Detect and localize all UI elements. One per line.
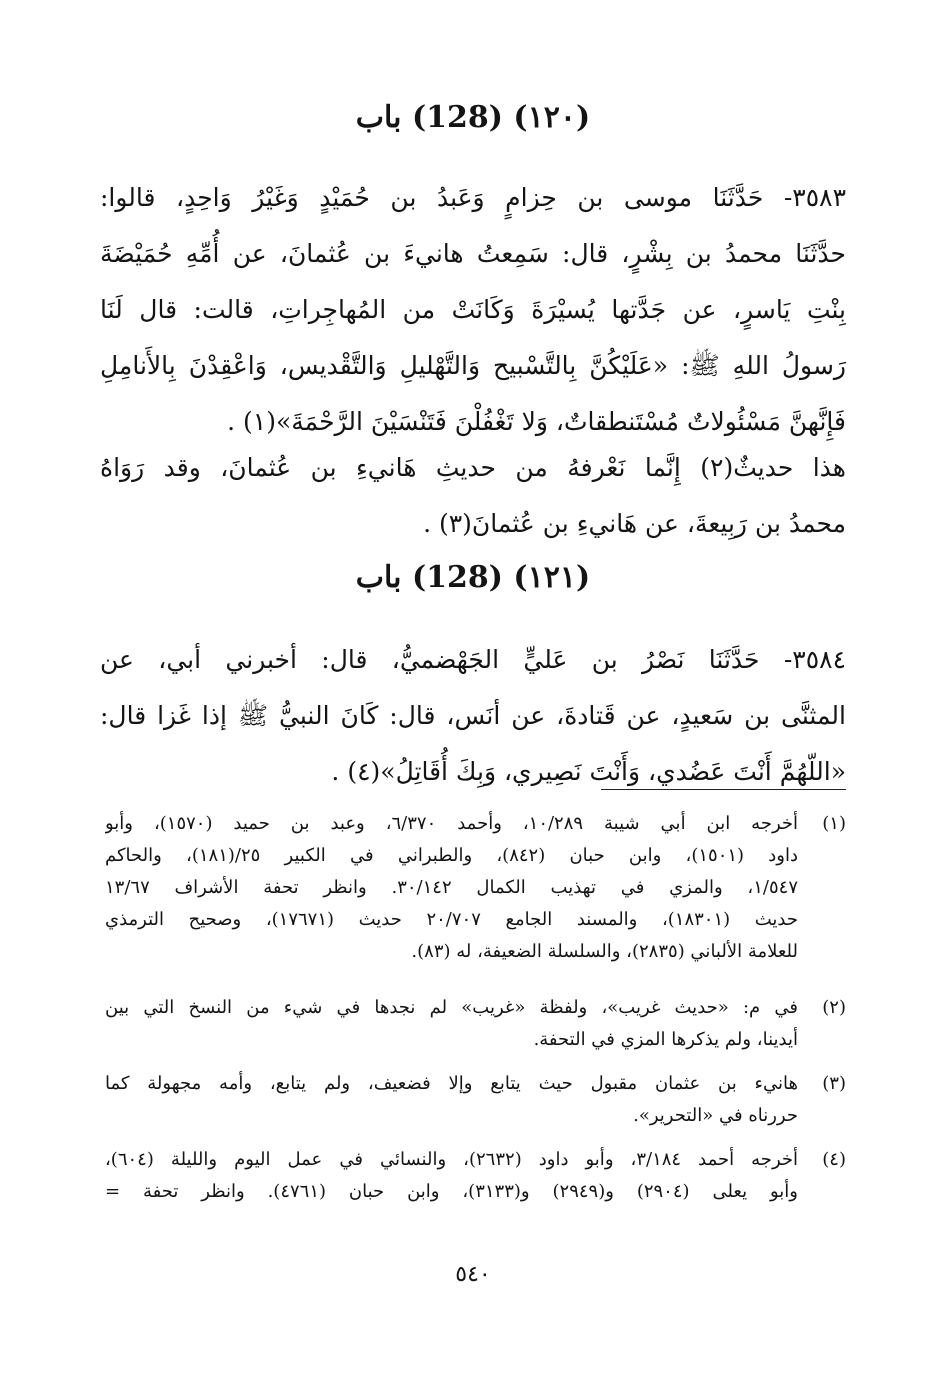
footnote-number: (١) [822,813,846,834]
footnote-line: هانيء بن عثمان مقبول حيث يتابع وإلا فضعيف، ولم يتابع، وأمه مجهولة كما [105,1073,798,1094]
footnote-4 [105,1144,846,1208]
footnote-1 [105,808,846,968]
footnote-line: أخرجه أحمد ٣/١٨٤، وأبو داود (٢٦٣٢)، والنسائي في عمل اليوم والليلة (٦٠٤)، [105,1149,798,1170]
footnote-line: داود (١٥٠١)، وابن حبان (٨٤٢)، والطبراني في الكبير ٢٥/(١٨١)، والحاكم [105,845,798,866]
hadith-line: ٣٥٨٤- حَدَّثَنَا نَصْرُ بن عَليٍّ الجَهْضميُّ، قال: أخبرني أبي، عن [100,645,846,674]
footnote-line: حديث (١٨٣٠١)، والمسند الجامع ٢٠/٧٠٧ حديث (١٧٦٧١)، وصحيح الترمذي [105,909,798,930]
hadith-3583 [100,170,846,450]
hadith-line: رَسولُ اللهِ ﷺ: «عَلَيْكُنَّ بِالتَّسْبيح وَالتَّهْليلِ وَالتَّقْديس، وَاعْقِدْنَ بِالأَنامِلِ [100,351,846,380]
footnote-separator [601,789,846,790]
hadith-line: بِنْتِ يَاسرٍ، عن جَدَّتها يُسيْرَةَ وَكَانَتْ من المُهاجِراتِ، قالت: قال لَنَا [100,295,846,324]
footnote-line: أيدينا، ولم يذكرها المزي في التحفة. [533,1029,798,1050]
footnote-line: ١/٥٤٧، والمزي في تهذيب الكمال ٣٠/١٤٢. وانظر تحفة الأشراف ١٣/٦٧ [105,877,798,898]
footnote-line: في م: «حديث غريب»، ولفظة «غريب» لم نجدها في شيء من النسخ التي بين [105,997,798,1018]
hadith-line: ٣٥٨٣- حَدَّثَنَا موسى بن حِزامٍ وَعَبدُ بن حُمَيْدٍ وَغَيْرُ وَاحِدٍ، قالوا: [100,183,846,212]
hadith-line: «اللّهُمَّ أَنْتَ عَضُدي، وَأَنْتَ نَصِيري، وَبِكَ أُقَاتِلُ»(٤) . [331,757,846,786]
footnote-number: (٢) [822,997,846,1018]
chapter-heading-120: (١٢٠) (128) باب [355,100,591,135]
footnote-number: (٣) [822,1073,846,1094]
hadith-line: فَإِنَّهنَّ مَسْئُولاتٌ مُسْتَنطقاتٌ، وَلا تَغْفُلْنَ فَتَنْسَيْنَ الرَّحْمَةَ»(١) . [227,407,846,436]
footnote-3 [105,1068,846,1132]
footnote-line: حررناه في «التحرير». [633,1105,798,1126]
commentary-line: هذا حديثٌ(٢) إِنَّما نَعْرفهُ من حديثِ هَانيءِ بن عُثمانَ، وقد رَوَاهُ [100,453,846,482]
commentary-paragraph [100,440,846,552]
footnote-2 [105,992,846,1056]
hadith-line: المثنَّى بن سَعيدٍ، عن قَتادةَ، عن أنَس، قال: كَانَ النبيُّ ﷺ إذا غَزا قال: [100,701,846,730]
page-number: ٥٤٠ [455,1262,491,1287]
commentary-line: محمدُ بن رَبِيعةَ، عن هَانيءِ بن عُثمانَ(٣) . [423,509,846,538]
footnote-line: أخرجه ابن أبي شيبة ١٠/٢٨٩، وأحمد ٦/٣٧٠، وعبد بن حميد (١٥٧٠)، وأبو [105,813,798,834]
chapter-heading-121: (١٢١) (128) باب [355,560,591,595]
footnote-line: للعلامة الألباني (٢٨٣٥)، والسلسلة الضعيفة، له (٨٣). [411,941,798,962]
footnote-line: وأبو يعلى (٢٩٠٤) و(٢٩٤٩) و(٣١٣٣)، وابن حبان (٤٧٦١). وانظر تحفة = [105,1181,798,1202]
hadith-3584 [100,632,846,800]
footnote-number: (٤) [822,1149,846,1170]
hadith-line: حدَّثَنَا محمدُ بن بِشْرٍ، قال: سَمِعتُ هانيءَ بن عُثمانَ، عن أُمِّهِ حُمَيْضَةَ [100,239,846,268]
